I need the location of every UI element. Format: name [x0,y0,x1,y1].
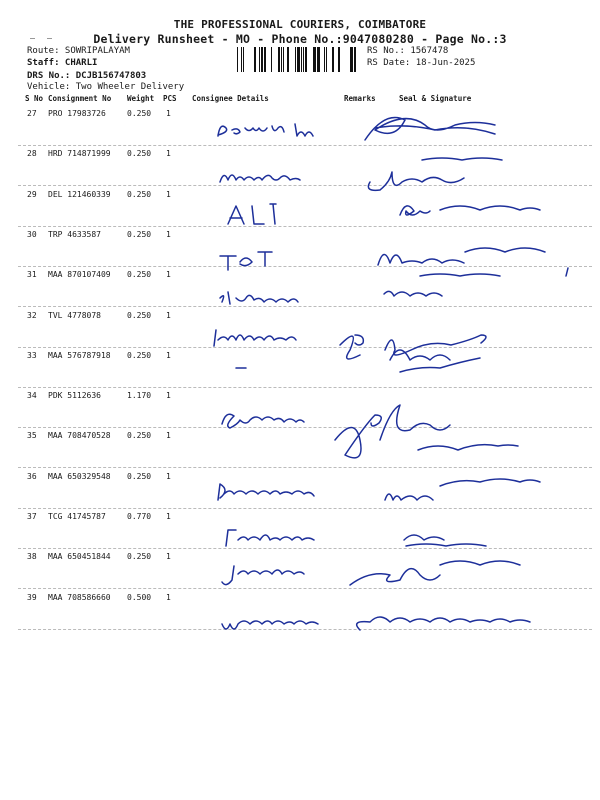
barcode-bar [301,47,302,72]
row-divider [18,548,592,549]
cell-sno: 31 [27,270,37,279]
cell-pcs: 1 [166,109,171,118]
cell-pcs: 1 [166,149,171,158]
barcode-bar [338,47,340,72]
row-divider [18,387,592,388]
table-header [0,94,600,106]
barcode-bar [295,47,296,72]
row-divider [18,185,592,186]
table-row [0,512,600,552]
barcode-bar [259,47,260,72]
rs-number: RS No.: 1567478 [367,46,449,56]
cell-consignment: TCG 41745787 [48,512,106,521]
cell-consignment: TVL 4778078 [48,311,101,320]
cell-sno: 32 [27,311,37,320]
cell-weight: 0.250 [127,472,152,481]
barcode-bar [254,47,256,72]
table-row [0,391,600,431]
cell-weight: 1.170 [127,391,152,400]
barcode-bar [350,47,353,72]
cell-sno: 38 [27,552,37,561]
drs-number: DRS No.: DCJB156747803 [27,71,147,81]
table-row [0,351,600,391]
vehicle-label: Vehicle: Two Wheeler Delivery [27,82,185,92]
cell-pcs: 1 [166,391,171,400]
cell-consignment: MAA 708470528 [48,431,111,440]
cell-pcs: 1 [166,230,171,239]
barcode-bar [283,47,284,72]
col-remarks: Remarks [344,94,376,103]
row-divider [18,347,592,348]
barcode-bar [264,47,266,72]
row-divider [18,266,592,267]
barcode-bar [278,47,280,72]
corner-mark [47,38,52,39]
cell-sno: 27 [27,109,37,118]
cell-weight: 0.250 [127,552,152,561]
table-row [0,190,600,230]
corner-mark [30,38,35,39]
cell-weight: 0.250 [127,230,152,239]
cell-consignment: DEL 121460339 [48,190,111,199]
staff-label: Staff: CHARLI [27,58,98,68]
barcode-bar [326,47,327,72]
cell-pcs: 1 [166,351,171,360]
col-seal: Seal & Signature [399,94,472,103]
barcode-bar [324,47,325,72]
table-row [0,109,600,149]
barcode-bar [317,47,320,72]
cell-weight: 0.250 [127,270,152,279]
cell-weight: 0.250 [127,431,152,440]
cell-pcs: 1 [166,270,171,279]
runsheet-subtitle: Delivery Runsheet - MO - Phone No.:9047080280 - Page No.:3 [93,32,507,46]
cell-consignment: PRO 17983726 [48,109,106,118]
cell-weight: 0.250 [127,109,152,118]
cell-sno: 39 [27,593,37,602]
table-row [0,431,600,471]
cell-pcs: 1 [166,512,171,521]
row-divider [18,629,592,630]
cell-weight: 0.250 [127,311,152,320]
cell-weight: 0.250 [127,190,152,199]
barcode-bar [261,47,263,72]
barcode-bar [297,47,300,72]
cell-consignment: MAA 708586660 [48,593,111,602]
table-row [0,593,600,633]
row-divider [18,427,592,428]
table-row [0,230,600,270]
cell-weight: 0.250 [127,149,152,158]
row-divider [18,467,592,468]
barcode-bar [313,47,316,72]
barcode-bar [354,47,356,72]
cell-sno: 37 [27,512,37,521]
col-pcs: PCS [163,94,177,103]
cell-weight: 0.770 [127,512,152,521]
table-row [0,149,600,189]
col-sno: S No [25,94,44,103]
cell-sno: 28 [27,149,37,158]
barcode-bar [287,47,289,72]
col-consignment: Consignment No [48,94,112,103]
table-row [0,472,600,512]
cell-pcs: 1 [166,593,171,602]
barcode-bar [305,47,307,72]
barcode-bar [237,47,238,72]
table-row [0,552,600,592]
cell-pcs: 1 [166,552,171,561]
col-weight: Weight [127,94,155,103]
barcode-bar [281,47,282,72]
barcode-bar [243,47,244,72]
table-row [0,311,600,351]
cell-pcs: 1 [166,311,171,320]
cell-consignment: TRP 4633587 [48,230,101,239]
rs-date: RS Date: 18-Jun-2025 [367,58,476,68]
cell-pcs: 1 [166,472,171,481]
cell-pcs: 1 [166,431,171,440]
cell-pcs: 1 [166,190,171,199]
route-label: Route: SOWRIPALAYAM [27,46,130,56]
barcode-bar [241,47,242,72]
cell-consignment: MAA 576787918 [48,351,111,360]
barcode-bar [303,47,304,72]
row-divider [18,145,592,146]
row-divider [18,226,592,227]
cell-weight: 0.250 [127,351,152,360]
cell-consignment: MAA 650451844 [48,552,111,561]
col-consignee: Consignee Details [192,94,269,103]
cell-consignment: HRD 714871999 [48,149,111,158]
cell-sno: 34 [27,391,37,400]
cell-sno: 29 [27,190,37,199]
row-divider [18,588,592,589]
cell-sno: 33 [27,351,37,360]
cell-consignment: PDK 5112636 [48,391,101,400]
cell-consignment: MAA 650329548 [48,472,111,481]
cell-weight: 0.500 [127,593,152,602]
barcode-bar [332,47,334,72]
row-divider [18,508,592,509]
cell-consignment: MAA 870107409 [48,270,111,279]
cell-sno: 35 [27,431,37,440]
cell-sno: 30 [27,230,37,239]
cell-sno: 36 [27,472,37,481]
row-divider [18,306,592,307]
barcode-bar [271,47,272,72]
table-row [0,270,600,310]
barcode-image [237,47,360,72]
company-title: THE PROFESSIONAL COURIERS, COIMBATORE [173,18,427,31]
